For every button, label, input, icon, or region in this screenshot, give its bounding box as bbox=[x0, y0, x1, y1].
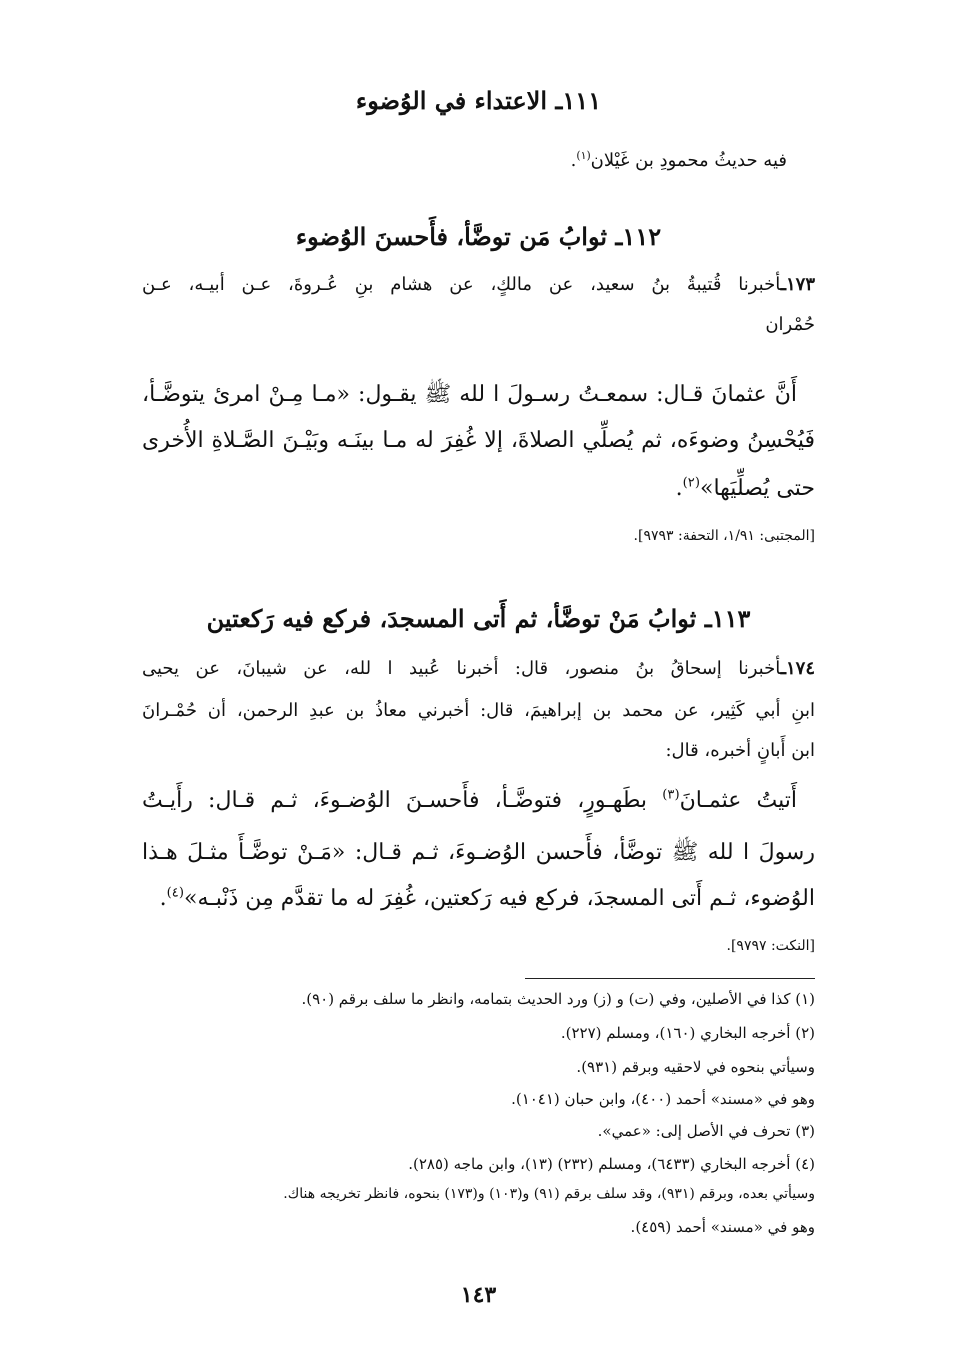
footnote-line: (٣) تحرف في الأصل إلى: «عمي». bbox=[597, 1122, 815, 1140]
footnote-ref-4: (٤) bbox=[166, 885, 185, 901]
hadith-174-matn-text-1a: أَتيتُ عثمـانَ bbox=[679, 788, 797, 813]
footnote-separator bbox=[525, 978, 815, 979]
hadith-174-isnad-line-1 bbox=[142, 658, 815, 679]
hadith-174-matn-line-2: رسولَ ا لله ﷺ توضَّأ، فأَحسن الوُضـوءَ، ثـم قـال: «مَـنْ توضَّـأَ مثـلَ هـذا bbox=[142, 840, 815, 865]
hadith-174-isnad-line-2: ابنِ أبي كَثِير، عن محمد بن إبراهيمَ، قال: أخبرني معاذُ بن عبدِ الرحمن، أن حُمْـرانَ bbox=[142, 700, 815, 721]
footnote-line: وسيأتي بنحوه في لاحقيه وبرقم (٩٣١). bbox=[576, 1058, 815, 1076]
page-number: ١٤٣ bbox=[460, 1282, 497, 1308]
hadith-173-matn-line-3 bbox=[142, 476, 815, 501]
section-111-end: . bbox=[570, 150, 577, 171]
hadith-173-isnad-line-1 bbox=[142, 274, 815, 295]
hadith-173-matn-line-1: أَنَّ عثمانَ قـال: سمعـتُ رسـولَ ا لله ﷺ يقـول: «مـا مِـنْ امرئ يتوضَّـأ، bbox=[142, 382, 797, 407]
hadith-173-isnad-line-2: حُمْران bbox=[765, 314, 815, 335]
hadith-174-number: ١٧٤ـ bbox=[780, 658, 815, 679]
footnote-line: (١) كذا في الأصلين، وفي (ت) و (ز) ورد الحديث بتمامه، وانظر ما سلف برقم (٩٠). bbox=[301, 990, 815, 1008]
hadith-173-number: ١٧٣ـ bbox=[780, 274, 815, 295]
footnote-line: وسيأتي بعده، وبرقم (٩٣١)، وقد سلف برقم (٩١) و(١٠٣) و(١٧٣) بنحوه، فانظر تخريجه هناك. bbox=[283, 1186, 815, 1202]
hadith-173-reference: [المجتبى: ١/٩١، التحفة: ٩٧٩٣]. bbox=[633, 528, 815, 544]
hadith-173-isnad-text-1: أخبرنا قُتيبةُ بنُ سعيد، عن مالكٍ، عن هشام بنِ عُـروةَ، عـن أبيـه، عـن bbox=[142, 274, 781, 295]
hadith-174-reference: [النكت: ٩٧٩٧]. bbox=[726, 938, 815, 954]
footnote-ref-3: (٣) bbox=[662, 787, 680, 803]
hadith-174-isnad-text-1: أخبرنا إسحاقُ بنُ منصور، قال: أخبرنا عُبيد ا لله، عن شيبانَ، عن يحيى bbox=[142, 658, 781, 679]
footnote-line: وهو في «مسند» أحمد (٤٠٠)، وابن حبان (١٠٤١). bbox=[511, 1090, 815, 1108]
section-113-heading: ١١٣ـ ثوابُ مَنْ توضَّأ، ثم أَتى المسجدَ، فركع فيه رَكعتين bbox=[206, 604, 751, 633]
footnote-line: وهو في «مسند» أحمد (٤٥٩). bbox=[630, 1218, 815, 1236]
hadith-173-matn-line-2: فَيُحْسِنُ وضوءَه، ثم يُصلِّي الصلاةَ، إلا غُفِرَ له مـا بينَـه وبَيْـنَ الصَّـلاةِ الأُخرى bbox=[142, 428, 815, 453]
hadith-174-matn-end: . bbox=[159, 886, 167, 911]
hadith-174-isnad-line-3: ابن أَبانٍ أخبره، قال: bbox=[665, 740, 815, 761]
hadith-174-matn-text-3: الوُضوء، ثـم أَتى المسجدَ، فركع فيه رَكعتين، غُفِرَ له ما تقدَّم مِن ذَنْبـه» bbox=[184, 886, 815, 911]
footnote-line: (٢) أخرجه البخاري (١٦٠)، ومسلم (٢٢٧). bbox=[560, 1024, 815, 1042]
section-111-text bbox=[142, 150, 787, 171]
footnote-ref-1: (١) bbox=[576, 149, 591, 162]
section-112-heading: ١١٢ـ ثوابُ مَن توضَّأ، فأَحسنَ الوُضوء bbox=[295, 222, 662, 251]
hadith-173-matn-text-3: حتى يُصلِّيَها» bbox=[700, 476, 815, 501]
hadith-174-matn-line-3 bbox=[142, 886, 815, 911]
section-111-body: فيه حديثُ محمودِ بن غَيْلان bbox=[590, 150, 787, 171]
section-111-heading: ١١١ـ الاعتداء في الوُضوء bbox=[355, 86, 602, 115]
hadith-174-matn-text-1b: بطَهـورٍ، فتوضَّـأ، فأَحسـنَ الوُضـوءَ، ثـم قـال: رأَيـتُ bbox=[142, 788, 663, 813]
footnote-line: (٤) أخرجه البخاري (٦٤٣٣)، ومسلم (٢٣٢) (١٣)، وابن ماجه (٢٨٥). bbox=[408, 1155, 815, 1173]
footnote-ref-2: (٢) bbox=[682, 475, 700, 491]
hadith-173-matn-end: . bbox=[675, 476, 683, 501]
hadith-174-matn-line-1 bbox=[142, 788, 797, 813]
